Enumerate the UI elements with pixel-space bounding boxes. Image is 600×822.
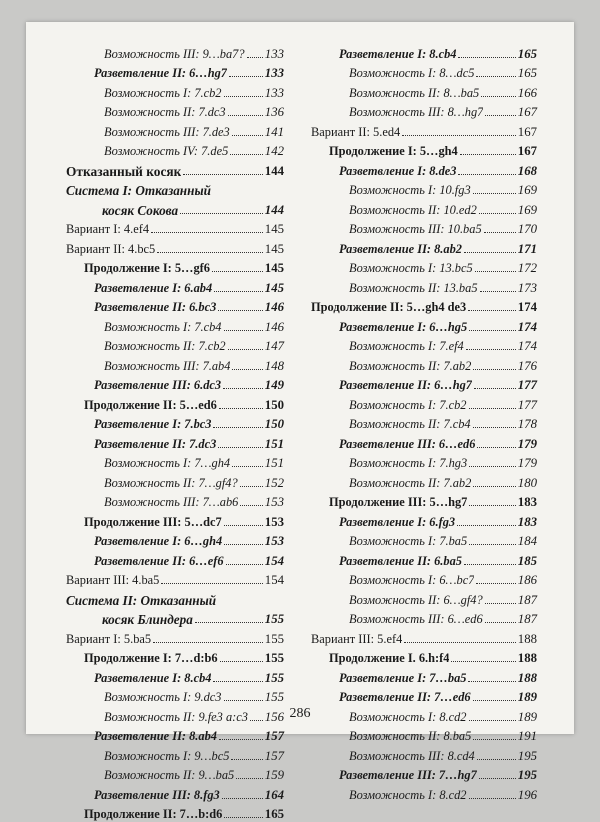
toc-entry: Возможность III: 7.ab4 148	[66, 354, 284, 374]
toc-entry: Возможность I: 6…bc7 186	[311, 569, 537, 589]
toc-entry: Продолжение I. 6.h:f4 188	[311, 647, 537, 667]
toc-entry: Продолжение II: 5…ed6 150	[66, 393, 284, 413]
toc-entry: Возможность I: 7.hg3 179	[311, 452, 537, 472]
toc-entry: Разветвление II: 7.dc3 151	[66, 432, 284, 452]
toc-entry: Разветвление II: 6.bc3 146	[66, 296, 284, 316]
toc-entry: Возможность II: 7…gf4? 152	[66, 471, 284, 491]
toc-entry: Возможность I: 7.ef4 174	[311, 335, 537, 355]
toc-entry: Разветвление II: 6.ba5 185	[311, 549, 537, 569]
toc-entry: Разветвление II: 6…ef6 154	[66, 549, 284, 569]
toc-entry: Возможность III: 6…ed6 187	[311, 608, 537, 628]
toc-entry: Разветвление I: 7.bc3 150	[66, 413, 284, 433]
toc-entry: Разветвление II: 8.ab4 157	[66, 725, 284, 745]
toc-entry: Разветвление I: 6…hg5 174	[311, 315, 537, 335]
toc-entry: Разветвление II: 7…ed6 189	[311, 686, 537, 706]
page-number: 286	[26, 706, 574, 722]
toc-entry: Разветвление II: 6…hg7 177	[311, 374, 537, 394]
toc-entry: Возможность IV: 7.de5 142	[66, 140, 284, 160]
toc-entry: Возможность III: 8…hg7 167	[311, 101, 537, 121]
toc-entry: Разветвление I: 8.cb4 155	[66, 666, 284, 686]
toc-entry: Возможность I: 7.cb4 146	[66, 315, 284, 335]
toc-entry: Возможность I: 7.ba5 184	[311, 530, 537, 550]
toc-entry: Возможность II: 7.cb4 178	[311, 413, 537, 433]
toc-entry: Вариант III: 5.ef4 188	[311, 627, 537, 647]
toc-entry: Вариант I: 4.ef4 145	[66, 218, 284, 238]
toc-entry: Разветвление III: 6…ed6 179	[311, 432, 537, 452]
toc-entry: Возможность II: 13.ba5 173	[311, 276, 537, 296]
toc-entry: Разветвление III: 6.dc3 149	[66, 374, 284, 394]
toc-entry: Продолжение II: 7…b:d6 165	[66, 803, 284, 822]
toc-entry: Разветвление I: 6.ab4 145	[66, 276, 284, 296]
toc-system-heading: Система II: Отказанный	[66, 588, 284, 608]
toc-system-heading: косяк Блиндера 155	[66, 608, 284, 628]
toc-entry: Возможность III: 10.ba5 170	[311, 218, 537, 238]
toc-entry: Продолжение I: 5…gf6 145	[66, 257, 284, 277]
toc-entry: Возможность I: 13.bc5 172	[311, 257, 537, 277]
toc-entry: Разветвление III: 7…hg7 195	[311, 764, 537, 784]
toc-entry: Продолжение III: 5…hg7 183	[311, 491, 537, 511]
toc-entry: Возможность I: 8.cd2 189	[311, 705, 537, 725]
toc-entry: Возможность II: 7.dc3 136	[66, 101, 284, 121]
toc-entry: Вариант III: 4.ba5 154	[66, 569, 284, 589]
toc-entry: Возможность III: 7…ab6 153	[66, 491, 284, 511]
toc-system-heading: Система I: Отказанный	[66, 179, 284, 199]
toc-entry: Возможность I: 7.cb2 177	[311, 393, 537, 413]
toc-entry: Разветвление I: 8.de3 168	[311, 159, 537, 179]
toc-entry: Разветвление I: 8.cb4 165	[311, 42, 537, 62]
toc-entry: Вариант II: 4.bc5 145	[66, 237, 284, 257]
toc-entry: Возможность I: 9…bc5 157	[66, 744, 284, 764]
toc-left-column	[66, 42, 284, 822]
toc-entry: Разветвление I: 6…gh4 153	[66, 530, 284, 550]
toc-entry: Возможность II: 7.ab2 176	[311, 354, 537, 374]
toc-entry: Продолжение I: 5…gh4 167	[311, 140, 537, 160]
toc-entry: Разветвление I: 6.fg3 183	[311, 510, 537, 530]
toc-entry: Вариант I: 5.ba5 155	[66, 627, 284, 647]
toc-entry: Разветвление III: 8.fg3 164	[66, 783, 284, 803]
toc-entry: Возможность II: 6…gf4? 187	[311, 588, 537, 608]
toc-entry: Возможность III: 7.de3 141	[66, 120, 284, 140]
toc-entry: Продолжение II: 5…gh4 de3 174	[311, 296, 537, 316]
toc-entry: Продолжение I: 7…d:b6 155	[66, 647, 284, 667]
toc-entry: Возможность II: 7.cb2 147	[66, 335, 284, 355]
toc-entry: Возможность II: 7.ab2 180	[311, 471, 537, 491]
toc-entry: Возможность II: 9…ba5 159	[66, 764, 284, 784]
toc-entry: Разветвление II: 6…hg7 133	[66, 62, 284, 82]
toc-entry: Возможность I: 7…gh4 151	[66, 452, 284, 472]
book-page	[26, 22, 574, 734]
toc-heading: Отказанный косяк 144	[66, 159, 284, 179]
toc-entry: Возможность I: 7.cb2 133	[66, 81, 284, 101]
toc-right-column	[311, 42, 537, 803]
toc-entry: Разветвление II: 8.ab2 171	[311, 237, 537, 257]
toc-system-heading: косяк Сокова 144	[66, 198, 284, 218]
toc-entry: Вариант II: 5.ed4 167	[311, 120, 537, 140]
toc-entry: Возможность III: 9…ba7? 133	[66, 42, 284, 62]
toc-entry: Возможность II: 8…ba5 166	[311, 81, 537, 101]
toc-entry: Возможность III: 8.cd4 195	[311, 744, 537, 764]
toc-entry: Возможность I: 8.cd2 196	[311, 783, 537, 803]
toc-entry: Продолжение III: 5…dc7 153	[66, 510, 284, 530]
toc-entry: Возможность I: 10.fg3 169	[311, 179, 537, 199]
toc-entry: Возможность II: 8.ba5 191	[311, 725, 537, 745]
toc-entry: Возможность II: 9.fe3 a:c3 156	[66, 705, 284, 725]
toc-entry: Разветвление I: 7…ba5 188	[311, 666, 537, 686]
toc-entry: Возможность I: 9.dc3 155	[66, 686, 284, 706]
toc-entry: Возможность I: 8…dc5 165	[311, 62, 537, 82]
toc-entry: Возможность II: 10.ed2 169	[311, 198, 537, 218]
